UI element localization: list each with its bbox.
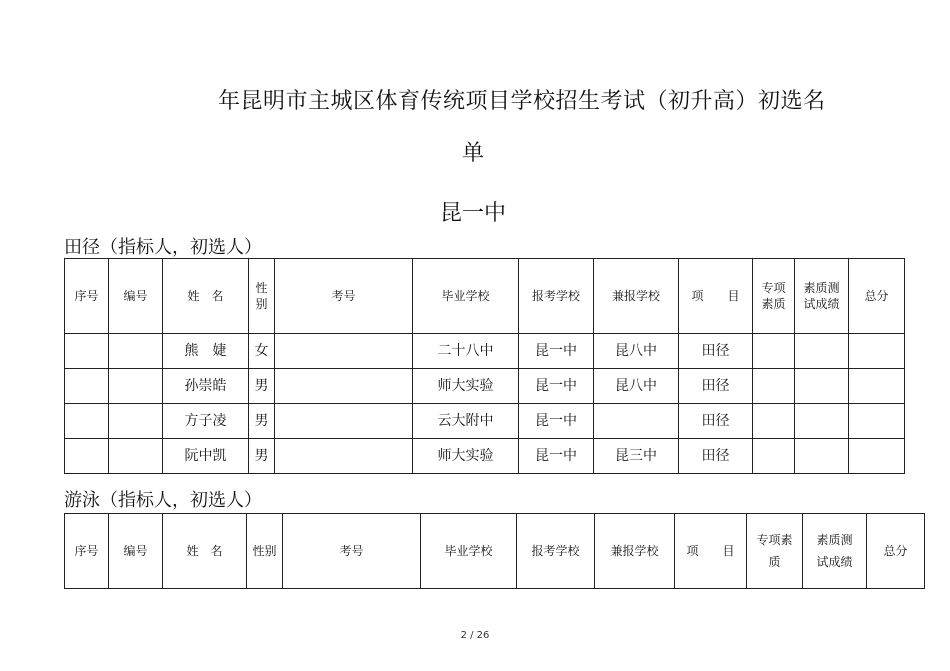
table-cell <box>109 334 163 369</box>
table-cell <box>753 369 795 404</box>
header-cell: 毕业学校 <box>413 259 519 334</box>
swimming-table <box>64 513 925 589</box>
table-header-row <box>65 259 905 334</box>
header-cell: 总分 <box>849 259 905 334</box>
header-cell: 序号 <box>65 514 109 589</box>
table-cell <box>109 404 163 439</box>
table-cell: 方子凌 <box>163 404 249 439</box>
document-title-continuation: 单 <box>462 141 485 166</box>
table-cell: 田径 <box>679 439 753 474</box>
header-cell: 姓 名 <box>163 514 247 589</box>
table-cell: 昆一中 <box>519 369 594 404</box>
document-title: 年昆明市主城区体育传统项目学校招生考试（初升高）初选名 <box>218 89 826 114</box>
table-cell: 男 <box>249 404 275 439</box>
table-cell <box>109 369 163 404</box>
header-cell: 专项 素质 <box>753 259 795 334</box>
table-cell: 田径 <box>679 404 753 439</box>
header-cell: 编号 <box>109 259 163 334</box>
table-row <box>65 369 905 404</box>
table-cell <box>753 404 795 439</box>
table-row <box>65 334 905 369</box>
table-cell <box>65 369 109 404</box>
table-cell: 昆三中 <box>594 439 679 474</box>
table-cell: 熊 婕 <box>163 334 249 369</box>
header-cell: 项 目 <box>675 514 747 589</box>
table-cell <box>275 369 413 404</box>
header-cell: 素质测 试成绩 <box>795 259 849 334</box>
section-heading-swimming: 游泳（指标人，初选人） <box>64 490 262 511</box>
header-cell: 兼报学校 <box>594 259 679 334</box>
table-cell: 田径 <box>679 334 753 369</box>
table-cell: 女 <box>249 334 275 369</box>
table-cell: 云大附中 <box>413 404 519 439</box>
header-cell: 兼报学校 <box>595 514 675 589</box>
table-cell <box>65 404 109 439</box>
table-cell <box>65 334 109 369</box>
table-cell <box>849 334 905 369</box>
header-cell: 性 别 <box>249 259 275 334</box>
table-cell: 昆八中 <box>594 334 679 369</box>
table-cell: 阮中凯 <box>163 439 249 474</box>
table-cell: 孙崇皓 <box>163 369 249 404</box>
page-number: 2 / 26 <box>460 630 490 641</box>
table-cell: 男 <box>249 369 275 404</box>
track-table <box>64 258 905 474</box>
table-cell: 昆八中 <box>594 369 679 404</box>
header-cell: 编号 <box>109 514 163 589</box>
header-cell: 考号 <box>283 514 421 589</box>
table-cell <box>849 404 905 439</box>
table-cell <box>795 369 849 404</box>
table-cell: 昆一中 <box>519 334 594 369</box>
table-cell: 师大实验 <box>413 369 519 404</box>
table-cell: 昆一中 <box>519 404 594 439</box>
table-cell <box>109 439 163 474</box>
table-row <box>65 404 905 439</box>
section-heading-track: 田径（指标人，初选人） <box>64 237 262 258</box>
table-cell <box>753 334 795 369</box>
table-cell <box>795 439 849 474</box>
table-cell: 昆一中 <box>519 439 594 474</box>
table-cell <box>753 439 795 474</box>
table-cell <box>849 439 905 474</box>
header-cell: 序号 <box>65 259 109 334</box>
header-cell: 报考学校 <box>517 514 595 589</box>
table-cell <box>795 404 849 439</box>
header-cell: 毕业学校 <box>421 514 517 589</box>
table-cell: 男 <box>249 439 275 474</box>
table-cell <box>849 369 905 404</box>
table-cell <box>275 404 413 439</box>
header-cell: 考号 <box>275 259 413 334</box>
header-cell: 总分 <box>867 514 925 589</box>
table-cell <box>275 334 413 369</box>
header-cell: 素质测 试成绩 <box>803 514 867 589</box>
school-heading: 昆一中 <box>440 201 507 226</box>
header-cell: 报考学校 <box>519 259 594 334</box>
header-cell: 姓 名 <box>163 259 249 334</box>
table-header-row <box>65 514 925 589</box>
table-cell: 师大实验 <box>413 439 519 474</box>
table-cell <box>65 439 109 474</box>
header-cell: 项 目 <box>679 259 753 334</box>
table-row <box>65 439 905 474</box>
header-cell: 性别 <box>247 514 283 589</box>
table-cell <box>594 404 679 439</box>
table-cell <box>795 334 849 369</box>
table-cell: 田径 <box>679 369 753 404</box>
table-cell <box>275 439 413 474</box>
header-cell: 专项素 质 <box>747 514 803 589</box>
table-cell: 二十八中 <box>413 334 519 369</box>
